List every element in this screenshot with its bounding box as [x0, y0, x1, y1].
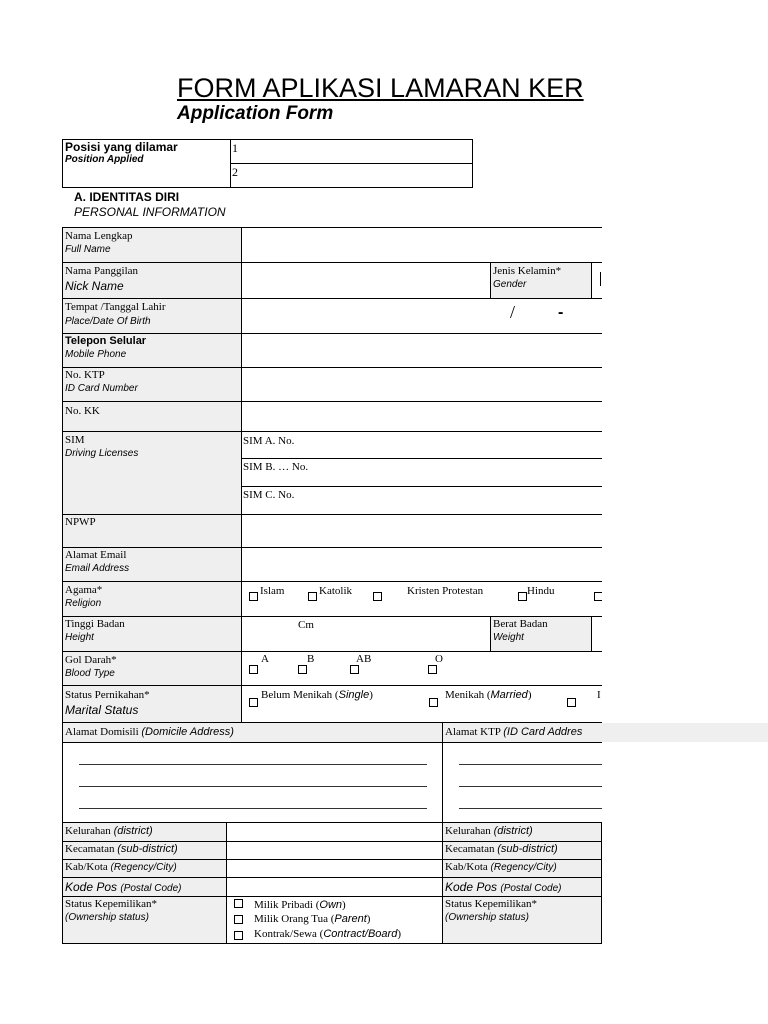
domicile-line-3[interactable] — [79, 808, 427, 809]
phone-field[interactable] — [242, 334, 602, 367]
weight-label: Berat Badan — [493, 618, 548, 630]
own-parent-label: Milik Orang Tua (Parent) — [254, 913, 371, 925]
religion-next-checkbox[interactable] — [594, 592, 602, 601]
sim-b-field[interactable]: SIM B. … No. — [243, 461, 309, 473]
height-sublabel: Height — [65, 632, 94, 643]
phone-label: Telepon Selular — [65, 335, 147, 347]
height-label: Tinggi Badan — [65, 618, 125, 630]
religion-label: Agama* — [65, 584, 103, 596]
own-parent-checkbox[interactable] — [234, 915, 243, 924]
domicile-kelurahan-label: Kelurahan (district) — [65, 825, 153, 837]
birth-dash: - — [558, 304, 564, 321]
full-name-field[interactable] — [242, 228, 602, 262]
domicile-kelurahan-field[interactable] — [227, 823, 442, 841]
domicile-address-label: Alamat Domisili (Domicile Address) — [65, 726, 234, 738]
marital-single-checkbox[interactable] — [249, 698, 258, 707]
height-unit: Cm — [298, 619, 314, 631]
nick-name-label: Nama Panggilan — [65, 265, 139, 277]
ktp-line-2[interactable] — [459, 786, 602, 787]
domicile-kabkota-label: Kab/Kota (Regency/City) — [65, 861, 177, 873]
kk-label: No. KK — [65, 405, 100, 417]
blood-o-label: O — [435, 653, 443, 665]
sim-label: SIM — [65, 434, 85, 446]
marital-other-label: I — [597, 689, 601, 701]
npwp-label: NPWP — [65, 516, 96, 528]
sim-sublabel: Driving Licenses — [65, 448, 139, 459]
position-line-1[interactable]: 1 — [232, 141, 238, 155]
marital-married-checkbox[interactable] — [429, 698, 438, 707]
domicile-ownership-sublabel: (Ownership status) — [65, 912, 149, 923]
birth-label: Tempat /Tanggal Lahir — [65, 301, 166, 313]
gender-sublabel: Gender — [493, 279, 527, 290]
blood-o-checkbox[interactable] — [428, 665, 437, 674]
domicile-line-1[interactable] — [79, 764, 427, 765]
blood-b-label: B — [307, 653, 315, 665]
section-a-title: A. IDENTITAS DIRI — [74, 190, 180, 204]
position-line-2[interactable]: 2 — [232, 165, 238, 179]
email-label: Alamat Email — [65, 549, 127, 561]
ktp-label: No. KTP — [65, 369, 105, 381]
form-subtitle: Application Form — [177, 103, 334, 124]
form-title: FORM APLIKASI LAMARAN KER — [177, 73, 584, 103]
ktp-kabkota-label: Kab/Kota (Regency/City) — [445, 861, 557, 873]
marital-married-label: Menikah (Married) — [445, 689, 532, 701]
own-contract-label: Kontrak/Sewa (Contract/Board) — [254, 928, 401, 940]
gender-label: Jenis Kelamin* — [493, 265, 562, 277]
birth-slash: / — [510, 302, 516, 322]
religion-katolik-label: Katolik — [319, 585, 352, 597]
position-label: Posisi yang dilamar — [65, 140, 178, 154]
blood-a-label: A — [261, 653, 269, 665]
full-name-label: Nama Lengkap — [65, 230, 133, 242]
religion-kristen-checkbox[interactable] — [373, 592, 382, 601]
ktp-field[interactable] — [242, 368, 602, 401]
nick-name-field[interactable] — [242, 263, 490, 298]
marital-other-checkbox[interactable] — [567, 698, 576, 707]
blood-label: Gol Darah* — [65, 654, 117, 666]
position-sublabel: Position Applied — [65, 154, 144, 165]
blood-ab-label: AB — [356, 653, 372, 665]
marital-sublabel: Marital Status — [65, 703, 139, 717]
marital-label: Status Pernikahan* — [65, 689, 150, 701]
blood-b-checkbox[interactable] — [298, 665, 307, 674]
ktp-ownership-label: Status Kepemilikan* — [445, 898, 537, 910]
sim-a-field[interactable]: SIM A. No. — [243, 435, 295, 447]
own-private-checkbox[interactable] — [234, 899, 243, 908]
sim-c-field[interactable]: SIM C. No. — [243, 489, 295, 501]
ktp-address-label: Alamat KTP (ID Card Addres — [445, 726, 583, 738]
npwp-field[interactable] — [242, 515, 602, 547]
domicile-kecamatan-field[interactable] — [227, 842, 442, 859]
own-contract-checkbox[interactable] — [234, 931, 243, 940]
email-sublabel: Email Address — [65, 563, 130, 574]
nick-name-sublabel: Nick Name — [65, 279, 124, 293]
email-field[interactable] — [242, 548, 602, 581]
religion-katolik-checkbox[interactable] — [308, 592, 317, 601]
own-private-label: Milik Pribadi (Own) — [254, 899, 346, 911]
religion-islam-checkbox[interactable] — [249, 592, 258, 601]
domicile-line-2[interactable] — [79, 786, 427, 787]
domicile-kabkota-field[interactable] — [227, 860, 442, 877]
section-a-subtitle: PERSONAL INFORMATION — [74, 205, 226, 219]
religion-hindu-label: Hindu — [527, 585, 555, 597]
ktp-ownership-sublabel: (Ownership status) — [445, 912, 529, 923]
ktp-kelurahan-label: Kelurahan (district) — [445, 825, 533, 837]
marital-single-label: Belum Menikah (Single) — [261, 689, 373, 701]
domicile-kodepos-field[interactable] — [227, 878, 442, 896]
religion-islam-label: Islam — [260, 585, 285, 597]
ktp-line-1[interactable] — [459, 764, 602, 765]
ktp-line-3[interactable] — [459, 808, 602, 809]
full-name-sublabel: Full Name — [65, 244, 111, 255]
religion-hindu-checkbox[interactable] — [518, 592, 527, 601]
religion-kristen-label: Kristen Protestan — [407, 585, 484, 597]
ktp-kodepos-label: Kode Pos (Postal Code) — [445, 880, 562, 894]
ktp-kecamatan-label: Kecamatan (sub-district) — [445, 843, 558, 855]
phone-sublabel: Mobile Phone — [65, 349, 127, 360]
domicile-ownership-label: Status Kepemilikan* — [65, 898, 157, 910]
domicile-kecamatan-label: Kecamatan (sub-district) — [65, 843, 178, 855]
gender-checkbox-edge[interactable] — [600, 272, 601, 286]
blood-a-checkbox[interactable] — [249, 665, 258, 674]
blood-sublabel: Blood Type — [65, 668, 115, 679]
blood-ab-checkbox[interactable] — [350, 665, 359, 674]
domicile-kodepos-label: Kode Pos (Postal Code) — [65, 880, 182, 894]
birth-sublabel: Place/Date Of Birth — [65, 316, 151, 327]
kk-field[interactable] — [242, 402, 602, 431]
religion-sublabel: Religion — [65, 598, 102, 609]
ktp-sublabel: ID Card Number — [65, 383, 138, 394]
weight-sublabel: Weight — [493, 632, 524, 643]
